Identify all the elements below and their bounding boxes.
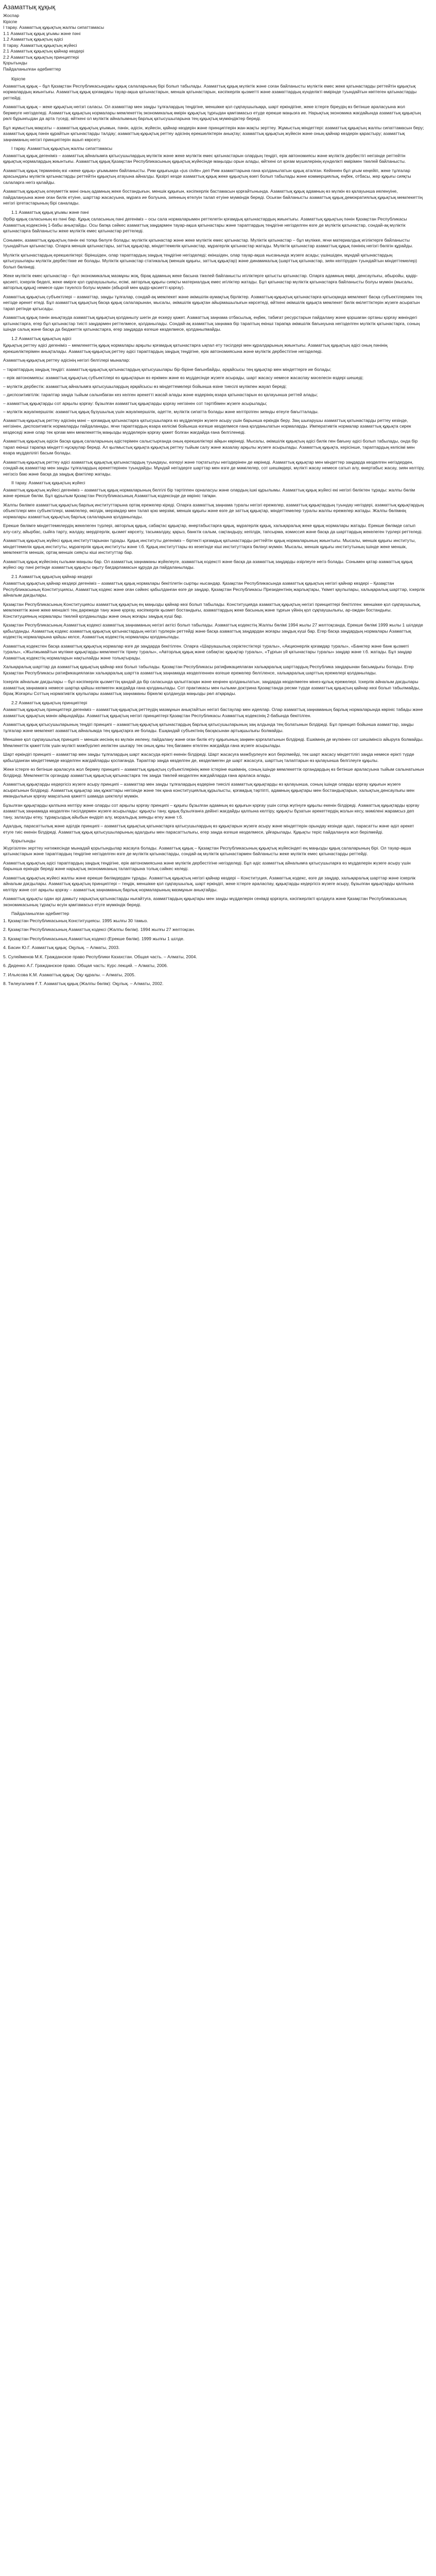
document-section	[3, 336, 425, 478]
paragraph: Азаматтық құқық дегеніміз – азаматтық айналымға қатысушылардың мүліктік және жеке мүліктік емес қатынастарын олардың теңдігі, ерік автономиясы және мүліктік дербестігі негізінде реттейтін құқықтық нормалардың жиынтығы. Азаматтық құқық Қазақстан Республикасының құқықтық жүйесінде маңызды орын алады, өйткені ол қоғам мүшелерінің күнделікті өмірімен тікелей байланысты.	[3, 152, 406, 164]
paragraph: Азаматтық құқық қатысушыларының теңдігі принципі – азаматтық-құқықтық қатынастардың барлық қатысушыларының заң алдында тең болатынын білдіреді. Бұл принцип бойынша азаматтар, заңды тұлғалар және мемлекет азаматтық айналымда тең құқықтарға ие болады. Ешқандай субъектінің басқасынан артықшылығы болмайды.	[3, 722, 414, 733]
section-heading: 1.1 Азаматтық құқық ұғымы және пәні	[11, 209, 89, 215]
section-heading: Қорытынды	[11, 838, 36, 843]
paragraph: 6. Диденко А.Г. Гражданское право. Общая часть: Курс лекций. – Алматы, 2006.	[3, 963, 168, 968]
paragraph: Ерекше бөлімге міндеттемелердің жекелеген түрлері, авторлық құқық, сабақтас құқықтар, өнертабыстарға құқық, мұрагерлік құқық, халықаралық жеке құқық нормалары жатады. Ерекше бөлімде сатып алу-сату, айырбас, сыйға тарту, жалдау, мердігерлік, қызмет көрсету, тасымалдау, қарыз, банктік салым, сақтандыру, кепілдік, тапсырма, комиссия және басқа да шарттардың жекелеген түрлері реттеледі.	[3, 523, 423, 534]
bullet-item: – тараптардың заңдық теңдігі: азаматтық-құқықтық қатынастардың қатысушылары бір-біріне бағынбайды, әрқайсысы тең құқықтар мен міндеттерге ие болады;	[3, 366, 332, 372]
paragraph: Іскерлік айналым дағдылары – бұл кәсіпкерлік қызметтің қандай да бір саласында қалыптасқан және кеңінен қолданылатын, заңдарда көзделмеген мінез-құлық ережелері. Іскерлік айналым дағдылары азаматтық заңнамаға немесе шартқа қайшы келмеген жағдайда ғана қолданылады. Сот практикасы мен ғылыми доктрина Қазақстанда ресми түрде азаматтық құқықтың қайнар көзі болып табылмайды, бірақ Жоғарғы Соттың нормативтік қаулылары азаматтық заңнаманы біркелкі қолдануда маңызды рөл атқарады.	[3, 679, 421, 696]
toc-item: І тарау. Азаматтық құқықтың жалпы сипаттамасы	[3, 25, 104, 30]
paragraph: Азаматтық құқықтың жүйесі дегеніміз – азаматтық құқық нормаларының белгілі бір тәртіппен орналасуы және олардың ішкі құрылымы. Азаматтық құқық жүйесі екі негізгі бөліктен тұрады: жалпы бөлім және ерекше бөлім. Бұл құрылым Қазақстан Республикасының Азаматтық кодексінде де көрініс тапқан.	[3, 487, 415, 498]
toc-item: ІІ тарау. Азаматтық құқықтың жүйесі	[3, 42, 77, 48]
paragraph: Азаматтық құқық – бұл Қазақстан Республикасындағы құқық салаларының бірі болып табылады. Азаматтық құқық мүліктік және соған байланысты мүліктік емес жеке қатынастарды реттейтін құқықтық нормалардың жиынтығы. Азаматтық құқық қоғамдағы тауар-ақша қатынастарын, меншік қатынастарын, кәсіпкерлік қызметті және азаматтардың күнделікті өмірінде туындайтын көптеген қатынастарды реттейді.	[3, 83, 417, 100]
paragraph: Бұзылған құқықтарды қалпына келтіру және оларды сот арқылы қорғау принципі – құқығы бұзылған адамның өз құқығын қорғау үшін сотқа жүгінуге құқылы екенін білдіреді. Азаматтық құқықтарды қорғау азаматтық заңнамада көзделген тәсілдермен жүзеге асырылады: құқықты тану, құқық бұзылғанға дейінгі жағдайды қалпына келтіру, құқықты бұзатын әрекеттердің жолын кесу, мәмілені жарамсыз деп тану, залалды өтеу, тұрақсыздық айыбын өндіріп алу, моральдық зиянды өтеу және т.б.	[3, 802, 420, 820]
paragraph: Азаматтық-құқықтық реттеу әдісінің негізгі белгілері мыналар:	[3, 358, 130, 363]
paragraph: Меншікке қол сұқпаушылық принципі – меншік иесінің өз мүлкін иелену, пайдалану және оған билік ету құқығының заңмен қорғалатынын білдіреді. Ешкімнің де мүлкінен сот шешімінсіз айыруға болмайды. Мемлекеттік қажеттілік үшін мүлікті мәжбүрлеп иеліктен шығару тек оның құны тең бағамен өтелген жағдайда ғана жүзеге асырылады.	[3, 737, 424, 748]
paragraph: Қазақстан Республикасының Конституциясы азаматтық құқықтың ең маңызды қайнар көзі болып табылады. Конституцияда азаматтық құқықтың негізгі принциптері бекітілген: меншікке қол сұқпаушылық, мемлекеттік және жеке меншікті тең дәрежеде тану және қорғау, кәсіпкерлік қызмет бостандығы, азаматтардың жеке басының және тұрғын үйінің қол сұқпаушылығы, ар-ождан бостандығы. Конституцияның нормалары тікелей қолданылады және оның жоғары заңдық күші бар.	[3, 601, 421, 619]
paragraph: Жеке істерге өз бетінше араласуға жол бермеу принципі – азаматтық құқықтың субъектілерінің жеке істеріне ешкімнің, соның ішінде мемлекеттік органдардың өз бетінше араласуына тыйым салынатынын білдіреді. Мемлекеттік органдар азаматтық құқықтық қатынастарға тек заңда тікелей көзделген жағдайларда ғана араласа алады.	[3, 767, 424, 778]
paragraph: Сонымен, азаматтық құқықтың пәнін екі топқа бөлуге болады: мүліктік қатынастар және жеке мүліктік емес қатынастар. Мүліктік қатынастар – бұл мүлікке, яғни материалдық игіліктерге байланысты туындайтын қатынастар. Оларға меншік қатынастары, заттық құқықтар, міндеттемелік қатынастар, мұрагерлік қатынастар жатады. Мүліктік қатынастар азаматтық құқық пәнінің негізгі бөлігін құрайды.	[3, 237, 413, 248]
document-section	[3, 911, 425, 987]
paragraph: Азаматтық кодекстен басқа азаматтық құқықтық нормалар өзге де заңдарда бекітілген. Оларға «Шаруашылық серіктестіктері туралы», «Акционерлік қоғамдар туралы», «Банктер және банк қызметі туралы», «Жылжымайтын мүлікке құқықтарды мемлекеттік тіркеу туралы», «Авторлық құқық және сабақтас құқықтар туралы», «Тұрғын үй қатынастары туралы» заңдар және т.б. жатады. Бұл заңдар Азаматтық кодекстің нормаларын нақтылайды және толықтырады.	[3, 643, 412, 660]
toc-item: Кіріспе	[3, 19, 18, 24]
paragraph: Шарт еркіндігі принципі – азаматтар мен заңды тұлғалардың шарт жасасуда ерікті екенін білдіреді. Шарт жасасуға мәжбүрлеуге жол берілмейді, тек шарт жасасу міндеттілігі заңда немесе ерікті түрде қабылданған міндеттемеде көзделген жағдайларды қоспағанда. Тараптар заңда көзделген де, көзделмеген де шарт жасасуға, шарттың талаптарын өз қалауынша белгілеуге құқылы.	[3, 752, 414, 763]
paragraph: Азаматтық құқық жүйесінің ғылыми маңызы бар. Ол азаматтық заңнаманы жүйелеуге, азаматтық кодексті және басқа да азаматтық заңдарды әзірлеуге негіз болады. Сонымен қатар азаматтық құқық жүйесі оқу пәні ретінде азаматтық құқықты оқыту бағдарламасын құруда да пайдаланылады.	[3, 558, 413, 570]
paragraph: Жалпы бөлімге азаматтық құқықтың барлық институттарына ортақ ережелер кіреді. Оларға азаматтық заңнама туралы негізгі ережелер, азаматтық құқықтардың туындау негіздері, азаматтық құқықтардың объектілері мен субъектілері, мәмілелер, өкілдік, мерзімдер мен талап қою мерзімі, меншік құқығы және өзге де заттық құқықтар, міндеттемелер туралы жалпы ережелер жатады. Жалпы бөлімнің нормалары азаматтық құқықтың барлық салаларына қолданылады.	[3, 502, 424, 519]
bullet-item: – мүліктік дербестік: азаматтық айналымға қатысушылардың әрқайсысы өз міндеттемелері бойынша өзіне тиесілі мүлікпен жауап береді;	[3, 383, 287, 389]
toc-item: 2.2 Азаматтық құқықтың принциптері	[3, 54, 79, 60]
paragraph: 3. Қазақстан Республикасының Азаматтық кодексі (Ерекше бөлім). 1999 жылғы 1 шілде.	[3, 936, 185, 941]
paragraph: Халықаралық шарттар да азаматтық құқықтың қайнар көзі болып табылады. Қазақстан Республикасы ратификациялаған халықаралық шарттардың Республика заңдарынан басымдығы болады. Егер Қазақстан Республикасы ратификациялаған халықаралық шартта азаматтық заңнамада көзделгеннен өзгеше ережелер белгіленсе, халықаралық шарттың ережелері қолданылады.	[3, 664, 414, 675]
document-section	[3, 574, 425, 697]
paragraph: Қазақстан Республикасының Азаматтық кодексі азаматтық заңнаманың негізгі актісі болып табылады. Азаматтық кодекстің Жалпы бөлімі 1994 жылы 27 желтоқсанда, Ерекше бөлімі 1999 жылы 1 шілдеде қабылданды. Азаматтық кодекс азаматтық құқықтық қатынастардың негізгі түрлерін реттейді және басқа азаматтық заңдардан жоғары заңдық күші бар. Егер басқа заңдардың нормалары Азаматтық кодекстің нормаларына қайшы келсе, Азаматтық кодекстің нормалары қолданылады.	[3, 622, 423, 639]
intro-heading: Кіріспе	[11, 76, 26, 81]
document-section	[3, 210, 425, 333]
document-section	[3, 83, 425, 143]
paragraph: 2. Қазақстан Республикасының Азаматтық кодексі (Жалпы бөлім). 1994 жылғы 27 желтоқсан.	[3, 927, 195, 932]
toc-item: 2.1 Азаматтық құқықтың қайнар көздері	[3, 48, 84, 54]
paragraph: 1. Қазақстан Республикасының Конституциясы. 1995 жылғы 30 тамыз.	[3, 918, 148, 923]
paragraph: Азаматтық құқық терминінің өзі «жеке құқық» ұғымымен байланысты. Рим құқығында «jus civile» деп Рим азаматтарына ғана қолданылатын құқық аталған. Кейіннен бұл ұғым кеңейіп, жеке тұлғалар арасындағы мүліктік қатынастарды реттейтін құқықтың атауына айналды. Қазіргі кезде азаматтық құқық жеке құқықтың өзегі болып табылады және коммерциялық, еңбек, отбасы, жер құқығы сияқты салаларға негіз қалайды.	[3, 167, 411, 185]
toc-item: 1.2 Азаматтық құқықтың әдісі	[3, 37, 63, 42]
paragraph: Азаматтық құқықтың субъектілері – азаматтар, заңды тұлғалар, сондай-ақ мемлекет және әкімшілік-аумақтық бірліктер. Азаматтық-құқықтық қатынастарға қатысқанда мемлекет басқа субъектілермен тең негізде әрекет етеді. Бұл азаматтық құқықтың басқа құқық салаларынан, мысалы, әкімшілік құқықтан айырмашылығын көрсетеді, өйткені әкімшілік құқықта мемлекет билік өкілеттіктерін жүзеге асыратын тарап ретінде қатысады.	[3, 294, 422, 311]
paragraph: Азаматтық құқықтың жүйесі жалпы және ерекше бөлімдерден тұрады. Азаматтық құқықтың негізгі қайнар көздері – Конституция, Азаматтық кодекс, өзге де заңдар, халықаралық шарттар және іскерлік айналым дағдылары. Азаматтық құқықтың принциптері – теңдік, меншікке қол сұқпаушылық, шарт еркіндігі, жеке істерге араласпау, құқықтарды кедергісіз жүзеге асыру, бұзылған құқықтарды қалпына келтіру және сот арқылы қорғау – азаматтық заңнаманың барлық нормаларының мазмұнын анықтайды.	[3, 875, 416, 892]
section-heading: 2.2 Азаматтық құқықтың принциптері	[11, 700, 88, 705]
paragraph: Азаматтық құқықтың жүйесі құқық институттарынан тұрады. Құқық институты дегеніміз – біртекті қоғамдық қатынастарды реттейтін құқық нормаларының жиынтығы. Мысалы, меншік құқығы институты, міндеттемелік құқық институты, мұрагерлік құқық институты және т.б. Құқық институттары өз кезегінде кіші институттарға бөлінуі мүмкін. Мысалы, меншік құқығы институтының ішінде жеке меншік, мемлекеттік меншік, ортақ меншік сияқты кіші институттар бар.	[3, 538, 416, 555]
paragraph: Азаматтық құқықтың әдісі тараптардың заңдық теңдігіне, ерік автономиясына және мүліктік дербестігіне негізделеді. Бұл әдіс азаматтық айналымға қатысушыларға өз мүдделерін жүзеге асыру үшін барынша еркіндік береді және нарықтық экономиканың талаптарына толық сәйкес келеді.	[3, 860, 411, 871]
paragraph: Азаматтық құқық – жеке құқықтың негізгі саласы. Ол азаматтар мен заңды тұлғалардың теңдігіне, меншікке қол сұқпаушылыққа, шарт еркіндігіне, жеке істерге біреудің өз бетінше араласуына жол бермеуге негізделеді. Азаматтық құқықтың нормалары мемлекеттің экономикалық өмірін құқықтық тұрғыдан қамтамасыз етуде ерекше маңызға ие. Нарықтық экономика жағдайында азаматтық құқықтың рөлі бұрынғыдан да арта түседі, өйткені ол мүліктік айналымның барлық қатысушыларына тең құқықтық мүмкіндіктер береді.	[3, 104, 421, 121]
toc-item: Қорытынды	[3, 60, 27, 65]
paragraph: Жеке мүліктік емес қатынастар – бұл экономикалық мазмұны жоқ, бірақ адамның жеке басына тікелей байланысты игіліктерге қатысты қатынастар. Оларға адамның өмірі, денсаулығы, абыройы, қадір-қасиеті, іскерлік беделі, жеке өмірге қол сұқпаушылығы, есімі, авторлық құқығы сияқты материалдық емес игіліктер жатады. Бұл қатынастар мүліктік қатынастарға байланысты болуы мүмкін (мысалы, авторлық құқық) немесе одан тәуелсіз болуы мүмкін (абырой мен қадір-қасиетті қорғау).	[3, 273, 418, 290]
bullet-item: – азаматтық құқықтарды сот арқылы қорғау: бұзылған азаматтық құқықтарды қорғау негізінен сот тәртібімен жүзеге асырылады;	[3, 400, 267, 406]
paragraph: 4. Басин Ю.Г. Азаматтық құқық: Оқулық. – Алматы, 2003.	[3, 945, 120, 950]
paragraph: Азаматтық құқықты одан әрі дамыту нарықтық қатынастарды нығайтуға, азаматтардың құқықтары мен заңды мүдделерін сенімді қорғауға, кәсіпкерлікті қолдауға және Қазақстан Республикасының экономикасының тұрақты өсуін қамтамасыз етуге мүмкіндік береді.	[3, 896, 407, 907]
document-body	[3, 83, 425, 987]
table-of-contents	[3, 13, 425, 72]
paragraph: 7. Ильясова К.М. Азаматтық құқық: Оқу құралы. – Алматы, 2005.	[3, 972, 136, 977]
paragraph: Азаматтық құқықтың әлеуметтік мәні оның адамның жеке бостандығын, меншік құқығын, кәсіпкерлік бастамасын қорғайтынында. Азаматтық құқық адамның өз мүлкін өз қалауынша иеленуіне, пайдалануына және оған билік етуіне, шарттар жасасуына, мұраға ие болуына, зиянның өтелуін талап етуіне мүмкіндік береді. Осыған байланысты азаматтық құқық демократиялық құқықтық мемлекеттің негізгі іргетастарының бірі саналады.	[3, 189, 423, 206]
paragraph: Азаматтық-құқықтық реттеу әдісінің мәні – қоғамдық қатынастарға қатысушыларға өз мүдделерін жүзеге асыру үшін барынша еркіндік беру. Заң шығарушы азаматтық қатынастарды реттеу кезінде, негізінен, диспозитивтік нормаларды пайдаланады, яғни тараптардың өзара келісімі бойынша өзгеше көзделмесе ғана қолданылатын нормаларды. Императивтік нормалар азаматтық құқықта сирек кездеседі және олар тек қоғам мен мемлекеттің маңызды мүдделерін қорғау қажет болған жағдайда ғана белгіленеді.	[3, 417, 411, 435]
paragraph: Азаматтық құқық пәнін анықтауда азаматтық құқықтың қолданылу шегін де ескеру қажет. Азаматтық заңнама отбасылық, еңбек, табиғат ресурстарын пайдалану және қоршаған ортаны қорғау жөніндегі қатынастарға, егер бұл қатынастар тиісті заңдармен реттелмесе, қолданылады. Сондай-ақ азаматтық заңнама бір тараптың екінші тарапқа әкімшілік бағынуына негізделген мүліктік қатынастарға, соның ішінде салық және басқа да бюджеттік қатынастарға, егер заңдарда өзгеше көзделмесе, қолданылмайды.	[3, 315, 420, 332]
section-heading: І тарау. Азаматтық құқықтың жалпы сипаттамасы	[11, 146, 113, 151]
paragraph: Әрбір құқық саласының өз пәні бар. Құқық саласының пәні дегеніміз – осы сала нормаларымен реттелетін қоғамдық қатынастардың жиынтығы. Азаматтық құқықтың пәнін Қазақстан Республикасы Азаматтық кодексінің 1-бабы анықтайды. Осы бапқа сәйкес азаматтық заңдармен тауар-ақша қатынастары және тараптардың теңдігіне негізделген өзге де мүліктік қатынастар, сондай-ақ мүліктік қатынастарға байланысты жеке мүліктік емес қатынастар реттеледі.	[3, 216, 407, 233]
document-page	[0, 0, 429, 1001]
paragraph: Азаматтық құқықтың қайнар көздері дегеніміз – азаматтық құқық нормалары бекітілетін сыртқы нысандар. Қазақстан Республикасында азаматтық құқықтың негізгі қайнар көздері – Қазақстан Республикасының Конституциясы, Азаматтық кодекс және оған сәйкес қабылданған өзге де заңдар, Қазақстан Республикасы Президентінің жарлықтары, Үкімет қаулылары, халықаралық шарттар, іскерлік айналым дағдылары.	[3, 581, 425, 598]
bullet-item: – ерік автономиясы: азаматтық құқықтың субъектілері өз құқықтарын өз еркімен және өз мүддесінде жүзеге асырады, шарт жасасу немесе жасаспау мәселесін өздері шешеді;	[3, 375, 364, 380]
paragraph: Азаматтық құқықтың әдісін басқа құқық салаларының әдістерімен салыстырғанда оның ерекшеліктері айқын көрінеді. Мысалы, әкімшілік құқықтың әдісі билік пен бағыну әдісі болып табылады, онда бір тарап екінші тарапқа міндетті нұсқаулар береді. Ал қылмыстық құқықта құқықтық реттеу тыйым салу және жазалау арқылы жүзеге асырылады. Азаматтық құқықта, керісінше, тараптардың келісімі мен өзара мүдделілігі басым болады.	[3, 438, 418, 455]
bullet-item: – мүліктік жауапкершілік: азаматтық құқық бұзушылық үшін жауапкершілік, әдетте, мүліктік сипатта болады және келтірілген зиянды өтеуге бағытталады.	[3, 409, 319, 414]
paragraph: Мүліктік қатынастардың ерекшеліктері: біріншіден, олар тараптардың заңдық теңдігіне негізделеді; екіншіден, олар тауар-ақша нысанында жүзеге асады; үшіншіден, мұндай қатынастардың қатысушылары мүліктік дербестікке ие болады. Мүліктік қатынастар статикалық (меншік құқығы, заттық құқықтар) және динамикалық (шарттық қатынастар, зиян келтіруден туындайтын міндеттемелер) болып бөлінеді.	[3, 252, 417, 269]
section-heading: 2.1 Азаматтық құқықтың қайнар көздері	[11, 573, 93, 579]
paragraph: Бұл жұмыстың мақсаты – азаматтық құқықтың ұғымын, пәнін, әдісін, жүйесін, қайнар көздерін және принциптерін жан-жақты зерттеу. Жұмыстың міндеттері: азаматтық құқықтың жалпы сипаттамасын беру; азаматтық құқық пәнін құрайтын қатынастарды талдау; азаматтық-құқықтық реттеу әдісінің ерекшеліктерін анықтау; азаматтық құқықтың жүйесін және оның қайнар көздерін қарастыру; азаматтық заңнаманың негізгі принциптерін ашып көрсету.	[3, 125, 424, 142]
document-title: Азаматтық құқық	[3, 3, 56, 11]
bullet-list	[3, 367, 425, 415]
paragraph: 8. Төлеугалиев Ғ.Т. Азаматтық құқық (Жалпы бөлім): Оқулық. – Алматы, 2002.	[3, 981, 164, 986]
section-heading: ІІ тарау. Азаматтық құқықтың жүйесі	[11, 480, 85, 485]
paragraph: Азаматтық құқықтарды кедергісіз жүзеге асыру принципі – азаматтар мен заңды тұлғалардың өздеріне тиесілі азаматтық құқықтарды өз қалауынша, соның ішінде оларды қорғау құқығын жүзеге асыратынын білдіреді. Азаматтық құқықтар заң құжаттары негізінде және тек қана конституциялық құрылысты, қоғамдық тәртіпті, адамның құқықтары мен бостандықтарын, халықтың денсаулығы мен имандылығын қорғау мақсатына қажетті шамада шектелуі мүмкін.	[3, 782, 415, 799]
section-heading: Пайдаланылған әдебиеттер	[11, 911, 69, 916]
document-section	[3, 700, 425, 836]
toc-item: Пайдаланылған әдебиеттер	[3, 66, 61, 72]
paragraph: Адалдық, парасаттылық және әділдік принципі – азаматтық құқықтық қатынастарға қатысушылардың өз құқықтарын жүзеге асыру және міндеттерін орындау кезінде адал, парасатты және әділ әрекет етуге тиіс екенін білдіреді. Азаматтық құқық қатысушыларының адалдығы мен парасаттылығы, егер заңда өзгеше көзделмесе, ұйғарылады. Құқықты теріс пайдалануға жол берілмейді.	[3, 823, 414, 835]
paragraph: 5. Сулейменов М.К. Гражданское право Республики Казахстан. Общая часть. – Алматы, 2004.	[3, 954, 197, 959]
paragraph: Азаматтық құқықтың принциптері дегеніміз – азаматтық-құқықтық реттеудің мазмұнын анықтайтын негізгі бастаулар мен идеялар. Олар азаматтық заңнаманың барлық нормаларында көрініс табады және азаматтық құқықтың мәнін айқындайды. Азаматтық құқықтың негізгі принциптері Қазақстан Республикасы Азаматтық кодексінің 2-бабында бекітілген.	[3, 707, 423, 718]
toc-item: 1.1 Азаматтық құқық ұғымы және пәні	[3, 30, 81, 36]
document-section	[3, 146, 425, 207]
bullet-item: – диспозитивтілік: тараптар заңда тыйым салынбаған кез келген әрекетті жасай алады және өздерінің өзара қатынастарын өз қалауынша реттей алады;	[3, 392, 318, 397]
section-heading: 1.2 Азаматтық құқықтың әдісі	[11, 335, 72, 341]
paragraph: Жүргізілген зерттеу нәтижесінде мынадай қорытындылар жасауға болады. Азаматтық құқық – Қазақстан Республикасының құқықтық жүйесіндегі ең маңызды құқық салаларының бірі. Ол тауар-ақша қатынастарын және тараптардың теңдігіне негізделген өзге де мүліктік қатынастарды, сондай-ақ мүліктік қатынастармен байланысты жеке мүліктік емес қатынастарды реттейді.	[3, 845, 411, 856]
toc-item: Жоспар	[3, 13, 20, 18]
document-section	[3, 480, 425, 571]
document-section	[3, 838, 425, 908]
paragraph: Азаматтық-құқықтық реттеу әдісі азаматтық құқықтық қатынастардың туындауы, өзгеруі және тоқтатылуы негіздерінен де көрінеді. Азаматтық құқықтар мен міндеттер заңдарда көзделген негіздерден, сондай-ақ азаматтар мен заңды тұлғалардың әрекеттерінен туындайды. Мұндай негіздерге шарттар мен өзге де мәмілелер, сот шешімдері, мүлікті жасау немесе сатып алу, өнертабыс жасау, зиян келтіру, негізсіз баю және басқа да заңдық фактілер жатады.	[3, 459, 425, 477]
paragraph: Құқықтық реттеу әдісі дегеніміз – мемлекеттің құқық нормалары арқылы қоғамдық қатынастарға ықпал ету тәсілдері мен құралдарының жиынтығы. Азаматтық құқықтың әдісі оның пәнінің ерекшеліктерімен анықталады. Азаматтық-құқықтық реттеу әдісі тараптардың заңдық теңдігіне, ерік автономиясына және мүліктік дербестігіне негізделеді.	[3, 343, 388, 354]
